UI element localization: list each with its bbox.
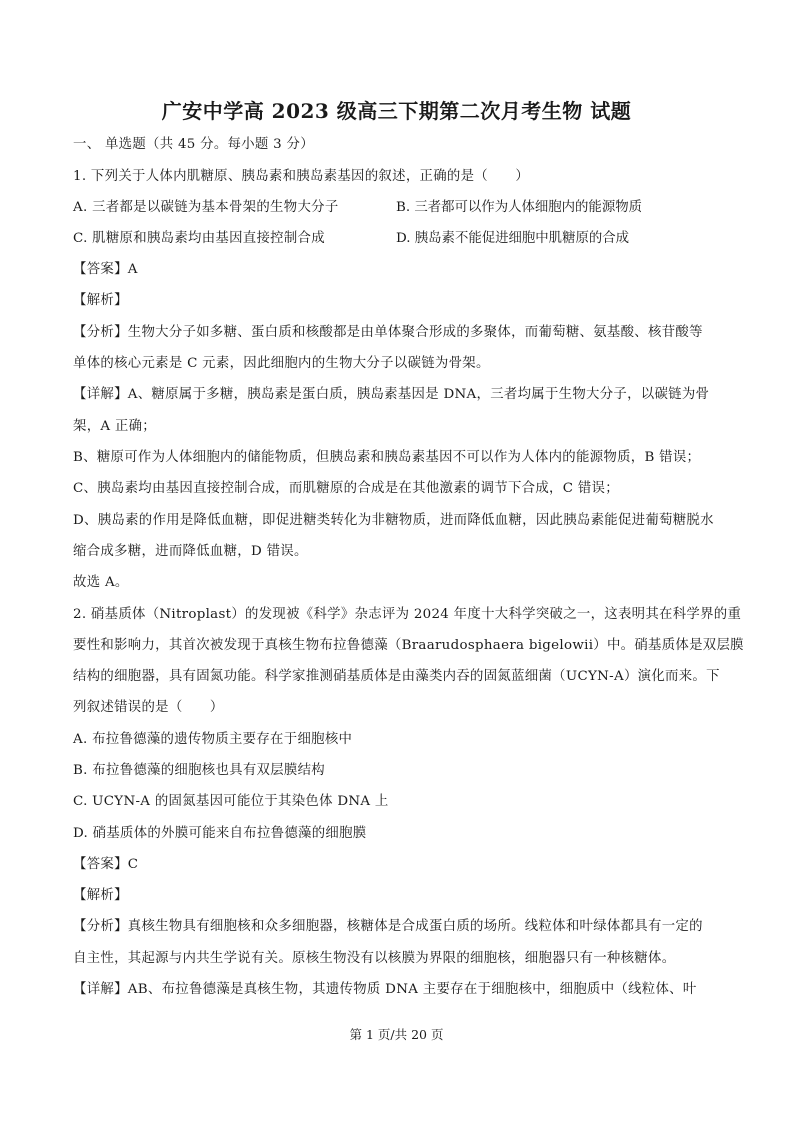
- analysis-text: 自主性，其起源与内共生学说有关。原核生物没有以核膜为界限的细胞核，细胞器只有一种核糖体。: [73, 951, 676, 966]
- analysis-label: 【解析】: [73, 888, 128, 903]
- question-2-option-c: C. UCYN-A 的固氮基因可能位于其染色体 DNA 上: [73, 794, 389, 809]
- analysis-text: 【分析】生物大分子如多糖、蛋白质和核酸都是由单体聚合形成的多聚体，而葡萄糖、氨基酸、核苷酸等: [73, 325, 703, 340]
- detail-text: B、糖原可作为人体细胞内的储能物质，但胰岛素和胰岛素基因不可以作为人体内的能源物质，B 错误；: [73, 450, 701, 465]
- question-1-option-d: D. 胰岛素不能促进细胞中肌糖原的合成: [396, 231, 630, 246]
- question-2-stem: 列叙述错误的是（ ）: [73, 700, 224, 715]
- question-2-stem: 结构的细胞器，具有固氮功能。科学家推测硝基质体是由藻类内吞的固氮蓝细菌（UCYN-A）演化而来。下: [73, 669, 720, 684]
- question-2-option-a: A. 布拉鲁德藻的遗传物质主要存在于细胞核中: [73, 732, 353, 747]
- section-heading: 一、 单选题（共 45 分。每小题 3 分）: [73, 137, 314, 152]
- conclusion-text: 故选 A。: [73, 575, 129, 590]
- analysis-text: 单体的核心元素是 C 元素，因此细胞内的生物大分子以碳链为骨架。: [73, 356, 490, 371]
- detail-text: 缩合成多糖，进而降低血糖，D 错误。: [73, 544, 308, 559]
- detail-text: D、胰岛素的作用是降低血糖，即促进糖类转化为非糖物质，进而降低血糖，因此胰岛素能促进葡萄糖脱水: [73, 513, 714, 528]
- detail-text: 【详解】A、糖原属于多糖，胰岛素是蛋白质，胰岛素基因是 DNA，三者均属于生物大分子，以碳链为骨: [73, 387, 710, 402]
- analysis-text: 【分析】真核生物具有细胞核和众多细胞器，核糖体是合成蛋白质的场所。线粒体和叶绿体都具有一定的: [73, 919, 703, 934]
- question-2-stem: 2. 硝基质体（Nitroplast）的发现被《科学》杂志评为 2024 年度十大科学突破之一，这表明其在科学界的重: [73, 607, 742, 622]
- answer-label: 【答案】A: [73, 262, 138, 277]
- question-2-option-b: B. 布拉鲁德藻的细胞核也具有双层膜结构: [73, 763, 325, 778]
- question-1-option-a: A. 三者都是以碳链为基本骨架的生物大分子: [73, 200, 339, 215]
- answer-label: 【答案】C: [73, 857, 139, 872]
- page-title: 广安中学高 2023 级高三下期第二次月考生物 试题: [161, 99, 632, 123]
- question-2-stem: 要性和影响力，其首次被发现于真核生物布拉鲁德藻（Braarudosphaera bigelowii）中。硝基质体是双层膜: [73, 638, 744, 653]
- question-2-option-d: D. 硝基质体的外膜可能来自布拉鲁德藻的细胞膜: [73, 826, 367, 841]
- analysis-label: 【解析】: [73, 293, 128, 308]
- question-1-option-b: B. 三者都可以作为人体细胞内的能源物质: [396, 200, 642, 215]
- detail-text: 【详解】AB、布拉鲁德藻是真核生物，其遗传物质 DNA 主要存在于细胞核中，细胞质中（线粒体、叶: [73, 982, 697, 997]
- question-1-stem: 1. 下列关于人体内肌糖原、胰岛素和胰岛素基因的叙述，正确的是（ ）: [73, 169, 530, 184]
- detail-text: 架，A 正确；: [73, 419, 156, 434]
- detail-text: C、胰岛素均由基因直接控制合成，而肌糖原的合成是在其他激素的调节下合成，C 错误；: [73, 481, 619, 496]
- question-1-option-c: C. 肌糖原和胰岛素均由基因直接控制合成: [73, 231, 325, 246]
- page-footer: 第 1 页/共 20 页: [349, 1027, 444, 1042]
